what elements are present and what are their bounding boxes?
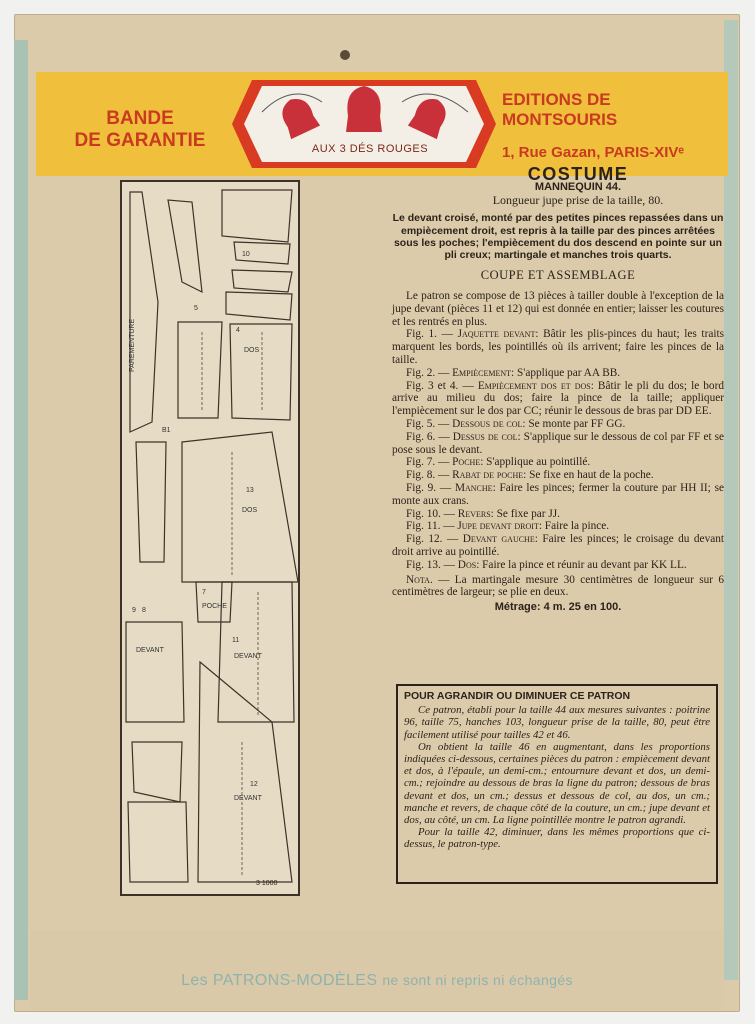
envelope-flap [30,930,724,1010]
figure-piece-name: Jaquette devant [457,328,536,341]
figure-text: : S'applique au pointillé. [480,456,591,469]
footer-text: ne sont ni repris ni échangés [382,972,573,988]
pattern-piece [198,662,292,882]
figure-text: : S'applique par AA BB. [511,366,621,379]
figure-piece-name: Empiècement [452,366,512,379]
pattern-piece [218,582,294,722]
figure-text: : Faire la pince et réunir au devant par KK LL. [476,558,687,571]
logo-caption: AUX 3 DÉS ROUGES [311,143,429,155]
figure-piece-name: Dos [457,558,477,571]
pattern-label: POCHE [202,603,227,610]
pattern-label: 10 [242,251,250,258]
figure-instruction [392,520,724,533]
figure-instruction [392,380,724,418]
pattern-piece [196,582,232,622]
box-paragraph: Pour la taille 42, diminuer, dans les mêmes proportions que ci-dessus, le patron-type. [404,826,710,851]
figure-text: : Bâtir le pli du dos; le bord arrive au milieu du dos; faire la pince de la taille; appliquer l'empiècement sur le dos par CC; réunir le dessous de bras par DD EE. [392,379,724,418]
section-title: COUPE ET ASSEMBLAGE [480,268,636,283]
pattern-code: 3 1000 [256,880,278,887]
figure-instruction [392,482,724,508]
footer-notice [14,972,740,990]
pattern-label: DOS [244,347,260,354]
pattern-piece [222,190,292,242]
figure-text: : Faire les pinces; le croisage du devant droit arrive au pointillé. [392,533,725,558]
figure-number: Fig. 12. — [406,533,459,546]
pattern-piece [168,200,202,292]
fabric-yardage: Métrage: 4 m. 25 en 100. [494,601,622,614]
pattern-label: PAREMENTURE [129,318,136,372]
figure-instruction [392,418,724,431]
figure-number: Fig. 5. — [406,417,450,430]
figure-number: Fig. 7. — [406,456,450,469]
garment-title: COSTUME [527,164,629,184]
garment-description: Le devant croisé, monté par des petites pinces repassées dans un empiècement droit, est repris à la taille par des pinces arrêtées sous les poches; l'empiècement du dos descend en pointe sur un pli creux; martingale et manches trois quarts. [392,212,724,261]
pattern-label: 4 [236,327,240,334]
mannequin-size: MANNEQUIN 44. [534,180,622,193]
publisher-name: EDITIONS DE MONTSOURIS [502,90,618,129]
guarantee-label-line2: DE GARANTIE [74,130,206,151]
pattern-label: DEVANT [136,647,164,654]
figure-piece-name: Dessus de col [452,430,518,443]
intro-paragraph: Le patron se compose de 13 pièces à tailler double à l'exception de la jupe devant (pièces 11 et 12) qui est donnée en entier; laisser les coutures et les rentrés en plus. [392,290,724,328]
figure-piece-name: Rabat de poche [452,469,524,482]
figure-piece-name: Poche [452,456,481,469]
pattern-piece [130,192,158,432]
figure-piece-name: Devant gauche [462,533,535,546]
figure-instruction [392,367,724,380]
figure-number: Fig. 10. — [406,507,455,520]
instructions [392,164,725,614]
pattern-label: B1 [162,427,171,434]
thimbles-logo [232,72,496,176]
figure-piece-name: Revers [457,507,491,520]
pattern-label: DEVANT [234,653,262,660]
footer-brand: Les PATRONS-MODÈLES [181,972,378,989]
envelope-edge-left [14,40,28,1000]
figure-instruction [392,328,724,366]
figure-number: Fig. 1. — [406,328,453,341]
figure-number: Fig. 6. — [406,430,450,443]
figure-number: Fig. 3 et 4. — [406,379,474,392]
publisher-block [502,90,722,161]
nota-text: — La martingale mesure 30 centimètres de longueur sur 6 centimètres de largeur; se plie en deux. [392,573,724,599]
figure-number: Fig. 2. — [406,366,450,379]
pattern-piece [178,322,222,418]
resize-instructions-box [396,684,718,884]
pattern-piece [132,742,182,802]
punch-hole [340,50,350,60]
box-title: POUR AGRANDIR OU DIMINUER CE PATRON [404,690,631,702]
guarantee-label-line1: BANDE [106,108,174,129]
figure-text: : Se fixe par JJ. [490,507,561,520]
nota-paragraph [392,574,724,600]
pattern-label: 13 [246,487,254,494]
pattern-label: 8 [142,607,146,614]
figure-instruction [392,559,724,572]
figure-text: : Faire les pinces; fermer la couture par HH II; se monte aux crans. [392,481,724,507]
figure-number: Fig. 13. — [406,558,455,571]
figure-piece-name: Dessous de col [452,417,523,430]
pattern-piece [126,622,184,722]
pattern-label: DOS [242,507,258,514]
figure-instruction [392,469,724,482]
pattern-label: 12 [250,781,258,788]
figure-piece-name: Jupe devant droit [457,520,539,533]
figure-text: : Se monte par FF GG. [522,417,626,430]
pattern-piece [128,802,188,882]
pattern-label: 5 [194,305,198,312]
box-paragraph: Ce patron, établi pour la taille 44 aux mesures suivantes : poitrine 96, taille 75, hanches 103, longueur prise de la taille, 80, peut être facilement utilisé pour tailles 42 et 46. [404,704,710,741]
figure-list [392,328,724,571]
pattern-label: DEVANT [234,795,262,802]
figure-number: Fig. 9. — [406,481,452,494]
pattern-piece [232,270,292,292]
figure-instruction [392,456,724,469]
pattern-label: 11 [232,637,240,644]
figure-instruction [392,508,724,521]
figure-text: : Se fixe en haut de la poche. [523,469,654,482]
pattern-layout-diagram [120,180,300,896]
figure-number: Fig. 11. — [406,520,455,533]
box-paragraph: On obtient la taille 46 en augmentant, dans les proportions indiquées ci-dessous, certaines pièces du patron : empiècement devant et dos, à l'épaule, un demi-cm.; entournure devant et dos, un demi-cm.; rejoindre au dessous de bras la ligne du patron; dessous de bras devant et dos, un cm.; dessus et dessous de col, au dos, un cm.; manche et revers, de chaque côté de la couture, un cm.; jupe devant et dos, au côté, un cm. La ligne pointillée montre le patron agrandi. [404,740,710,827]
nota-label: Nota. [406,573,433,586]
figure-text: : Faire la pince. [538,520,610,533]
figure-instruction [392,431,724,457]
figure-piece-name: Manche [454,481,493,494]
pattern-label: 7 [202,589,206,596]
pattern-piece [226,292,292,320]
figure-number: Fig. 8. — [406,469,450,482]
publisher-address: 1, Rue Gazan, PARIS-XIVᵉ [502,144,685,161]
figure-text: : Bâtir les plis-pinces du haut; les traits marquent les bords, les pointillés où ils arrivent; faire les pinces de la taille. [392,328,725,366]
skirt-length: Longueur jupe prise de la taille, 80. [492,192,664,207]
guarantee-label [60,108,220,152]
figure-piece-name: Empiècement dos et dos [477,379,591,392]
pattern-piece [182,432,298,582]
pattern-piece [136,442,166,562]
figure-text: : S'applique sur le dessous de col par FF et se pose sous le devant. [392,430,725,456]
pattern-label: 9 [132,607,136,614]
pattern-piece [230,324,292,420]
figure-instruction [392,533,724,559]
